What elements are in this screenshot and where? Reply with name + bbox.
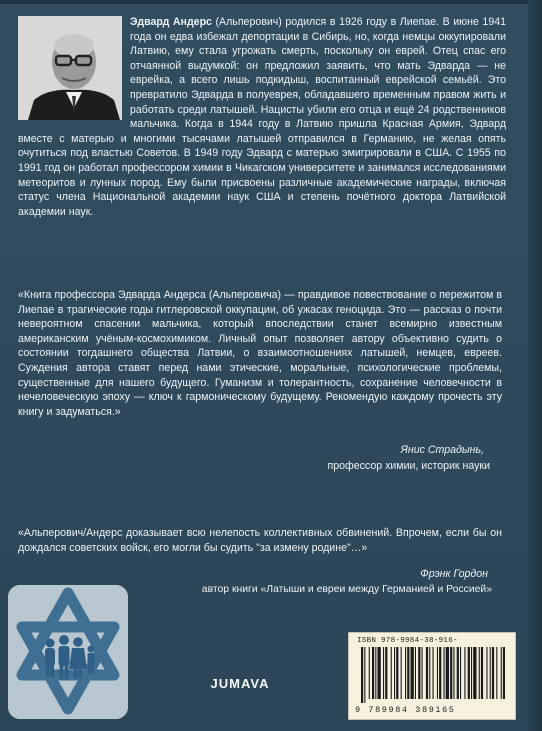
barcode <box>359 647 505 703</box>
barcode-bar <box>503 647 505 699</box>
barcode-bar <box>439 647 441 699</box>
barcode-bar <box>429 647 430 699</box>
barcode-bar <box>460 647 461 699</box>
barcode-bar <box>501 647 502 699</box>
review-1-author: Янис Страдынь, <box>400 444 484 456</box>
barcode-bar <box>396 647 398 699</box>
star-of-david-family-icon <box>8 585 128 719</box>
barcode-label <box>348 632 516 720</box>
barcode-bar <box>369 647 370 699</box>
barcode-bar <box>422 647 423 699</box>
barcode-bar <box>453 647 454 699</box>
barcode-bar <box>481 647 483 699</box>
barcode-bar <box>361 647 363 703</box>
barcode-bar <box>375 647 376 699</box>
review-1-role: профессор химии, историк науки <box>327 460 490 472</box>
barcode-bar <box>473 647 476 699</box>
barcode-bar <box>418 647 420 699</box>
barcode-bar <box>479 647 480 699</box>
barcode-bar <box>433 647 434 699</box>
barcode-bar <box>437 647 438 699</box>
barcode-bar <box>415 647 416 699</box>
barcode-bar <box>378 647 381 699</box>
cover-top-edge <box>0 0 542 4</box>
barcode-bar <box>444 647 445 699</box>
barcode-bar <box>457 647 459 699</box>
barcode-digits: 9 789984 389165 <box>355 705 456 715</box>
barcode-bar <box>385 647 387 699</box>
review-quote-1: «Книга профессора Эдварда Андерса (Альперовича) — правдивое повествование о пережитом в Лиепае в трагические годы гитлеровской оккупации, об ужасах геноцида. Это — рассказ о почти невероятном спасении мальчика, который впоследствии станет всемирно известным американским учёным-космохимиком. Личный опыт позволяет автору объективно судить о состоянии тогдашнего общества Латвии, о взаимоотношениях латышей, немцев, евреев. Суждения автора ставят перед нами этические, моральные, психологические проблемы, существенные для нашего будущего. Гуманизм и толерантность, сохранение человечности в нечеловеческую эпоху — ключ к гармоническому будущему. Рекомендую каждому прочесть эту книгу и задуматься.» <box>18 289 502 418</box>
barcode-bar <box>468 647 470 699</box>
barcode-bar <box>496 647 497 699</box>
review-quote-2: «Альперович/Андерс доказывает всю нелепость коллективных обвинений. Впрочем, если бы он дождался советских войск, его могли бы судить "за измену родине"…» <box>18 527 502 554</box>
barcode-bar <box>372 647 374 699</box>
publisher-logo: JUMAVA <box>210 676 270 691</box>
barcode-bar <box>426 647 428 699</box>
author-portrait-icon <box>18 16 122 120</box>
barcode-bar <box>391 647 392 699</box>
barcode-bar <box>486 647 487 699</box>
barcode-bar <box>446 647 449 699</box>
barcode-bar <box>394 647 395 699</box>
review-2-role: автор книги «Латыши и евреи между Германией и Россией» <box>201 584 492 595</box>
barcode-bar <box>364 647 365 703</box>
barcode-bar <box>464 647 465 699</box>
isbn-number: ISBN 978-9984-38-916- <box>357 637 458 645</box>
review-2-author: Фрэнк Гордон <box>420 568 488 580</box>
barcode-bar <box>490 647 491 699</box>
barcode-bar <box>405 647 406 699</box>
barcode-bar <box>383 647 384 699</box>
barcode-bar <box>492 647 494 699</box>
barcode-bar <box>411 647 414 699</box>
series-logo <box>8 585 128 719</box>
cover-spine-edge <box>528 0 542 731</box>
barcode-bar <box>401 647 402 699</box>
barcode-bar <box>471 647 472 699</box>
author-name: Эдвард Андерс <box>130 16 212 28</box>
barcode-bar <box>450 647 452 699</box>
author-photo <box>18 16 122 120</box>
barcode-bar <box>407 647 409 699</box>
author-bio-text: (Альперович) родился в 1926 году в Лиепае. В июне 1941 года он едва избежал депортации в Сибирь, но, когда немцы оккупировали Латвию, ему стала угрожать смерть, поскольку он еврей. Отец спас его отчаянной выдумкой: он предложил заявить, что мать Эдварда — не еврейка, а всего лишь подкидыш, воспитанный еврейской семьёй. Это превратило Эдварда в полуеврея, обладавшего временным правом жить и работать среди латышей. Нацисты убили его отца и ещё 24 родственников мальчика. Когда в 1944 году в Латвию пришла Красная Армия, Эдвард вместе с матерью и многими тысячами латышей отправился в Германию, не желая опять очутиться под властью Советов. В 1949 году Эдвард с матерью эмигрировали в США. С 1955 по 1991 год он работал профессором химии в Чикагском университете и занимался исследованиями метеоритов и лунных пород. Ему были присвоены различные академические награды, включая статус члена Национальной академии наук США и степень почётного доктора Латвийской академии наук. <box>18 16 506 218</box>
